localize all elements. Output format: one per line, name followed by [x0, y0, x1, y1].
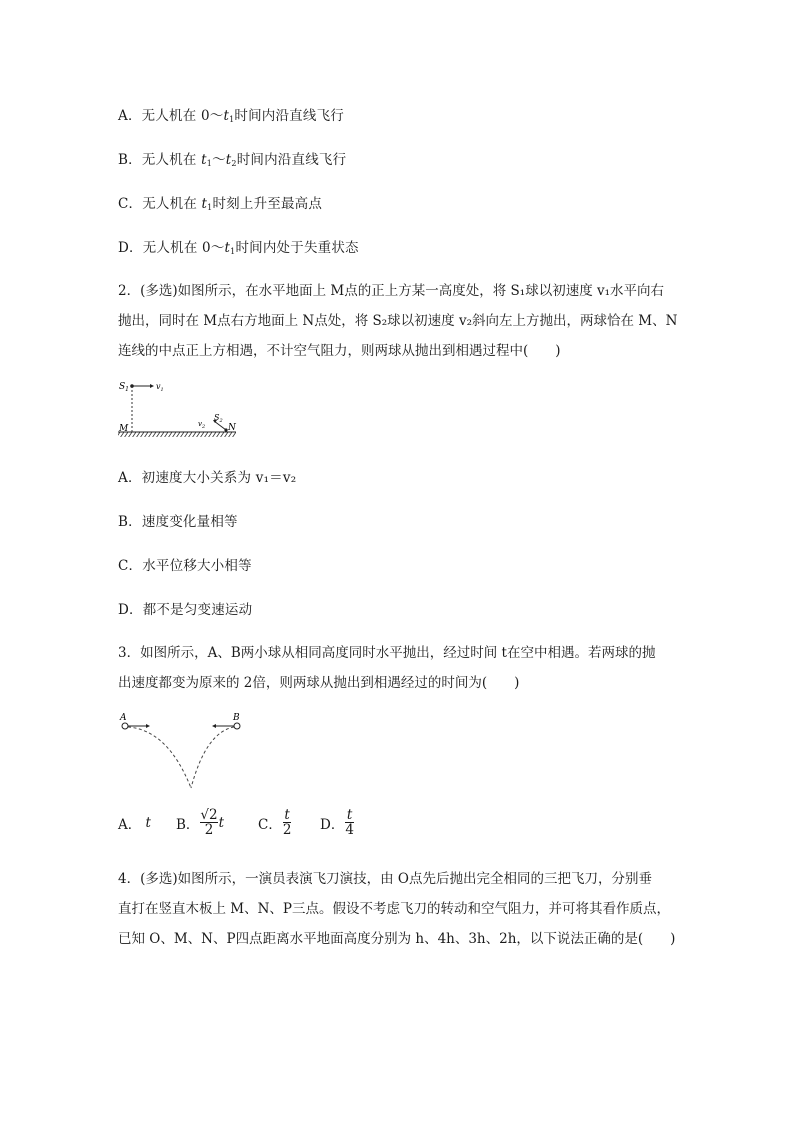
q4-line-2: 直打在竖直木板上 M、N、P三点。假设不考虑飞刀的转动和空气阻力，并可将其看作质点，	[118, 901, 671, 917]
arrowhead-a	[146, 724, 150, 728]
q3-option-c: C． $\frac{t}{2}$	[258, 807, 292, 838]
q2-line-3: 连线的中点正上方相遇，不计空气阻力，则两球从抛出到相遇过程中( )	[118, 343, 561, 359]
q1-option-a: A．无人机在 $0\sim t_1$时间内沿直线飞行	[118, 108, 344, 124]
label-v2: $v_2$	[198, 420, 206, 430]
q1-option-d: D．无人机在 $0\sim t_1$时间内处于失重状态	[118, 240, 359, 256]
q3-line-1: 3．如图所示，A、B两小球从相同高度同时水平抛出，经过时间 t在空中相遇。若两球的抛	[118, 645, 656, 661]
trajectory-b	[191, 727, 234, 788]
q2-line-1: 2．(多选)如图所示，在水平地面上 M点的正上方某一高度处，将 S₁球以初速度 v₁水平向右	[118, 283, 665, 299]
q2-stem	[118, 276, 698, 366]
ground-hatch	[118, 432, 236, 437]
trajectory-a	[128, 727, 191, 788]
q2-line-2: 抛出，同时在 M点右方地面上 N点处，将 S₂球以初速度 v₂斜向左上方抛出，两球恰在 M、N	[118, 313, 678, 329]
q4-line-3: 已知 O、M、N、P四点距离水平地面高度分别为 h、4h、3h、2h，以下说法正确的是( )	[118, 931, 676, 947]
label-s2: $S_2$	[214, 413, 223, 424]
q2-figure	[116, 372, 246, 444]
ball-s2	[224, 428, 227, 431]
arrowhead-b	[212, 724, 216, 728]
ball-b	[234, 723, 240, 729]
ball-a	[122, 723, 128, 729]
q3-line-2: 出速度都变为原来的 2倍，则两球从抛出到相遇经过的时间为( )	[118, 675, 520, 691]
v1-arrowhead	[150, 384, 154, 388]
q2-option-a: A．初速度大小关系为 v₁＝v₂	[118, 470, 297, 486]
q2-option-c: C．水平位移大小相等	[118, 558, 252, 574]
q3-option-b: B． $\frac{√2}{2}$ t	[176, 807, 225, 838]
label-v1: $v_1$	[156, 382, 164, 393]
q4-line-1: 4．(多选)如图所示，一演员表演飞刀演技，由 O点先后抛出完全相同的三把飞刀，分别垂	[118, 871, 652, 887]
label-m: M	[119, 424, 129, 434]
q3-figure	[116, 710, 246, 792]
label-n: N	[228, 423, 236, 433]
q2-option-d: D．都不是匀变速运动	[118, 602, 253, 618]
q4-stem	[118, 864, 698, 954]
q3-option-d: D． $\frac{t}{4}$	[320, 807, 354, 838]
label-b: B	[233, 713, 240, 723]
label-a: A	[120, 713, 127, 723]
q3-options	[118, 808, 355, 837]
q3-stem	[118, 638, 698, 698]
q1-option-c: C．无人机在 $t_1$时刻上升至最高点	[118, 196, 323, 212]
q1-option-b: B．无人机在 $t_1\sim t_2$时间内沿直线飞行	[118, 152, 347, 168]
q3-option-a: A． t	[118, 814, 151, 833]
q2-option-b: B．速度变化量相等	[118, 514, 238, 530]
label-s1: $S_1$	[119, 382, 129, 393]
